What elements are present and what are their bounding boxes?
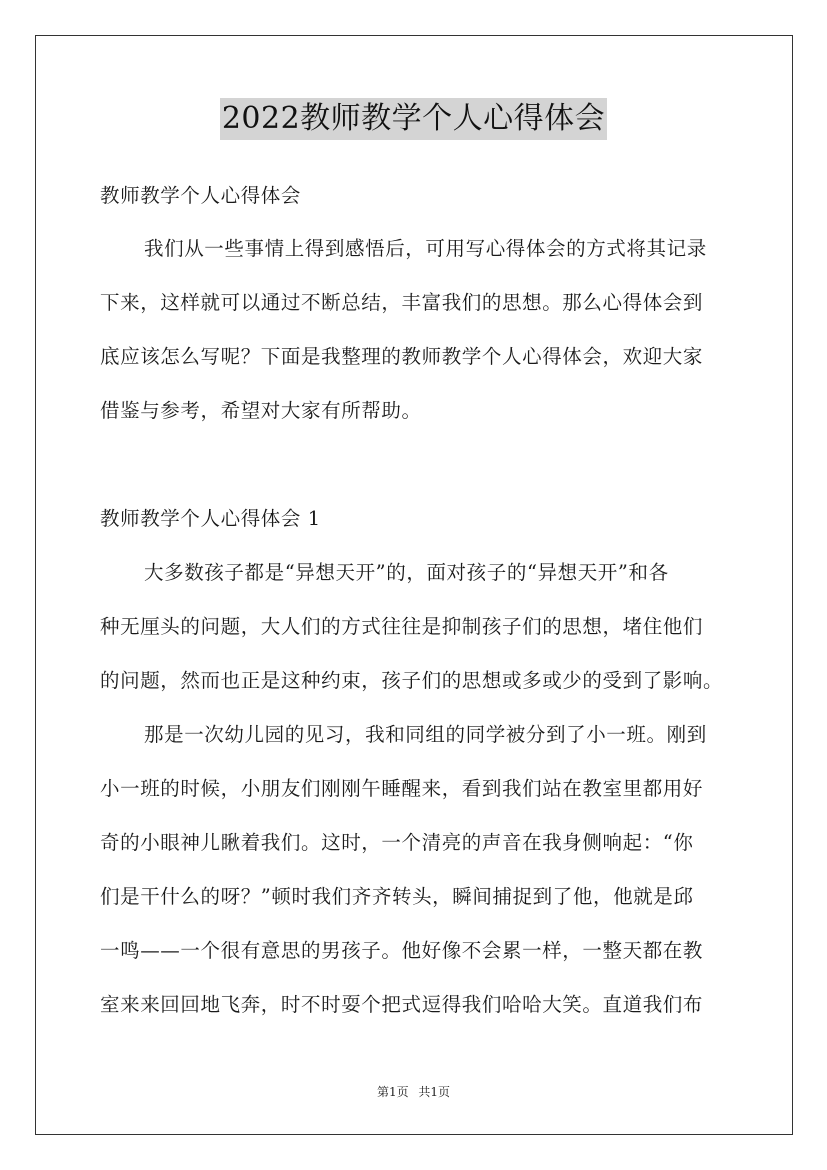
para2-line-6: 室来来回回地飞奔，时不时耍个把式逗得我们哈哈大笑。直道我们布 [100,993,704,1016]
page-total: 共1页 [418,1085,451,1099]
section-heading: 教师教学个人心得体会 1 [100,507,321,530]
para1-line-1: 大多数孩子都是“异想天开”的，面对孩子的“异想天开”和各 [144,561,669,584]
para1-line-2: 种无厘头的问题，大人们的方式往往是抑制孩子们的思想，堵住他们 [100,615,704,638]
para2-line-1: 那是一次幼儿园的见习，我和同组的同学被分到了小一班。刚到 [144,723,707,746]
para2-line-5: 一鸣——一个很有意思的男孩子。他好像不会累一样，一整天都在教 [100,939,704,962]
para1-line-3: 的问题，然而也正是这种约束，孩子们的思想或多或少的受到了影响。 [100,669,724,692]
intro-line-2: 下来，这样就可以通过不断总结，丰富我们的思想。那么心得体会到 [100,291,704,314]
document-subtitle: 教师教学个人心得体会 [100,184,302,207]
para2-line-3: 奇的小眼神儿瞅着我们。这时，一个清亮的声音在我身侧响起：“你 [100,831,694,854]
intro-line-3: 底应该怎么写呢？下面是我整理的教师教学个人心得体会，欢迎大家 [100,345,704,368]
para2-line-2: 小一班的时候，小朋友们刚刚午睡醒来，看到我们站在教室里都用好 [100,777,704,800]
intro-line-4: 借鉴与参考，希望对大家有所帮助。 [100,399,422,422]
document-title: 2022教师教学个人心得体会 [220,98,607,140]
intro-line-1: 我们从一些事情上得到感悟后，可用写心得体会的方式将其记录 [144,237,707,260]
para2-line-4: 们是干什么的呀？”顿时我们齐齐转头，瞬间捕捉到了他，他就是邱 [100,885,694,908]
page-number: 第1页 [376,1085,409,1099]
title-container [0,98,827,140]
page-footer [0,1084,827,1100]
